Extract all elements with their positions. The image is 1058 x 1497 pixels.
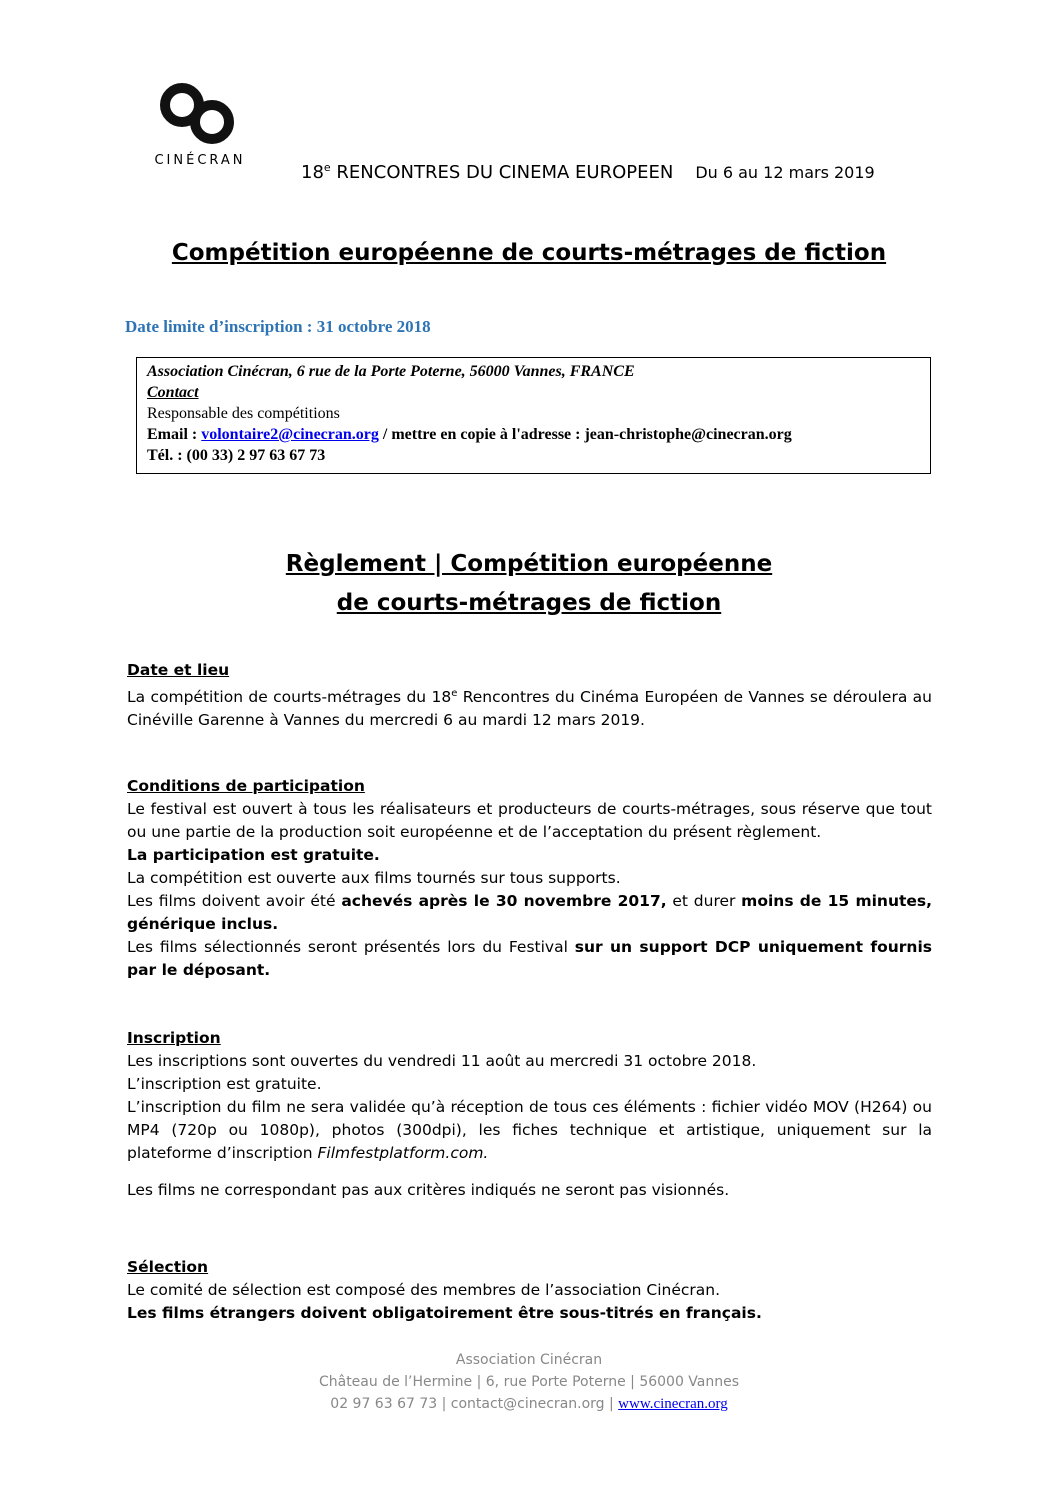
section-heading: Sélection	[127, 1258, 209, 1276]
section-date-lieu	[127, 659, 932, 732]
text-bold: sur un support DCP uniquement fournis par le déposant.	[127, 938, 932, 979]
festival-dates: Du 6 au 12 mars 2019	[695, 163, 875, 182]
festival-number: 18	[301, 162, 324, 183]
registration-deadline: Date limite d’inscription : 31 octobre 2018	[125, 317, 431, 336]
selection-p1: Le comité de sélection est composé des membres de l’association Cinécran.	[127, 1281, 721, 1299]
text-sup: e	[451, 688, 458, 699]
section-selection	[127, 1256, 932, 1325]
email-label: Email :	[147, 426, 202, 443]
text-part: et durer	[666, 892, 742, 910]
conditions-p1: Le festival est ouvert à tous les réalisateurs et producteurs de courts-métrages, sous réserve que tout ou une partie de la production soit européenne et de l’acceptation du présent règlement.	[127, 800, 932, 841]
inscription-p1: Les inscriptions sont ouvertes du vendredi 11 août au mercredi 31 octobre 2018.	[127, 1052, 757, 1070]
footer-line1: Association Cinécran	[455, 1352, 603, 1368]
footer-line2: Château de l’Hermine | 6, rue Porte Poterne | 56000 Vannes	[318, 1374, 740, 1390]
rules-title-line1: Règlement | Compétition européenne	[285, 551, 773, 577]
section-heading: Inscription	[127, 1029, 221, 1047]
page-title: Compétition européenne de courts-métrages de fiction	[171, 240, 887, 266]
contact-phone: Tél. : (00 33) 2 97 63 67 73	[147, 447, 326, 464]
conditions-p4	[127, 890, 932, 936]
conditions-p2: La participation est gratuite.	[127, 846, 380, 864]
rules-title-line2: de courts-métrages de fiction	[336, 590, 722, 616]
section-conditions	[127, 775, 932, 982]
logo-text: CINÉCRAN	[154, 153, 246, 168]
text-part: La compétition de courts-métrages du 18	[127, 688, 452, 707]
conditions-p5	[127, 936, 932, 982]
contact-box	[136, 357, 931, 474]
text-bold: moins de 15 minutes, générique inclus.	[127, 892, 933, 933]
contact-role: Responsable des compétitions	[147, 405, 340, 422]
inscription-p2: L’inscription est gratuite.	[127, 1075, 322, 1093]
inscription-p4: Les films ne correspondant pas aux critères indiqués ne seront pas visionnés.	[127, 1181, 730, 1199]
section-text	[127, 682, 932, 732]
email-copy-text: / mettre en copie à l'adresse : jean-christophe@cinecran.org	[378, 426, 792, 443]
text-part: Rencontres du Cinéma Européen de Vannes se déroulera au Cinéville Garenne à Vannes du mercredi 6 au mardi 12 mars 2019.	[127, 688, 932, 730]
text-bold: achevés après le 30 novembre 2017,	[341, 892, 667, 910]
text-part: L’inscription du film ne sera validée qu’à réception de tous ces éléments : fichier vidéo MOV (H264) ou MP4 (720p ou 1080p), photos (300dpi), les fiches technique et artistique, uniquement sur la plateforme d’inscription	[127, 1098, 932, 1162]
website-link[interactable]: www.cinecran.org	[618, 1396, 728, 1412]
section-inscription	[127, 1027, 932, 1202]
email-link[interactable]: volontaire2@cinecran.org	[201, 426, 379, 443]
footer-contact: 02 97 63 67 73 | contact@cinecran.org |	[330, 1396, 619, 1412]
text-part: Les films sélectionnés seront présentés lors du Festival	[127, 938, 575, 956]
festival-number-suffix: e	[323, 161, 331, 174]
inscription-p3	[127, 1096, 932, 1165]
contact-address: Association Cinécran, 6 rue de la Porte Poterne, 56000 Vannes, FRANCE	[147, 363, 635, 380]
festival-header	[301, 161, 875, 183]
section-heading: Date et lieu	[127, 661, 230, 679]
conditions-p3: La compétition est ouverte aux films tournés sur tous supports.	[127, 869, 621, 887]
selection-p2: Les films étrangers doivent obligatoirement être sous-titrés en français.	[127, 1304, 762, 1322]
contact-label: Contact	[147, 384, 199, 401]
contact-email-line	[147, 424, 920, 445]
festival-name: RENCONTRES DU CINEMA EUROPEEN	[330, 162, 674, 183]
text-part: Les films doivent avoir été	[127, 892, 342, 910]
footer	[0, 1349, 1058, 1415]
rules-title	[0, 545, 1058, 623]
footer-line3	[0, 1393, 1058, 1415]
platform-name: Filmfestplatform.com.	[317, 1144, 489, 1162]
section-heading: Conditions de participation	[127, 777, 365, 795]
